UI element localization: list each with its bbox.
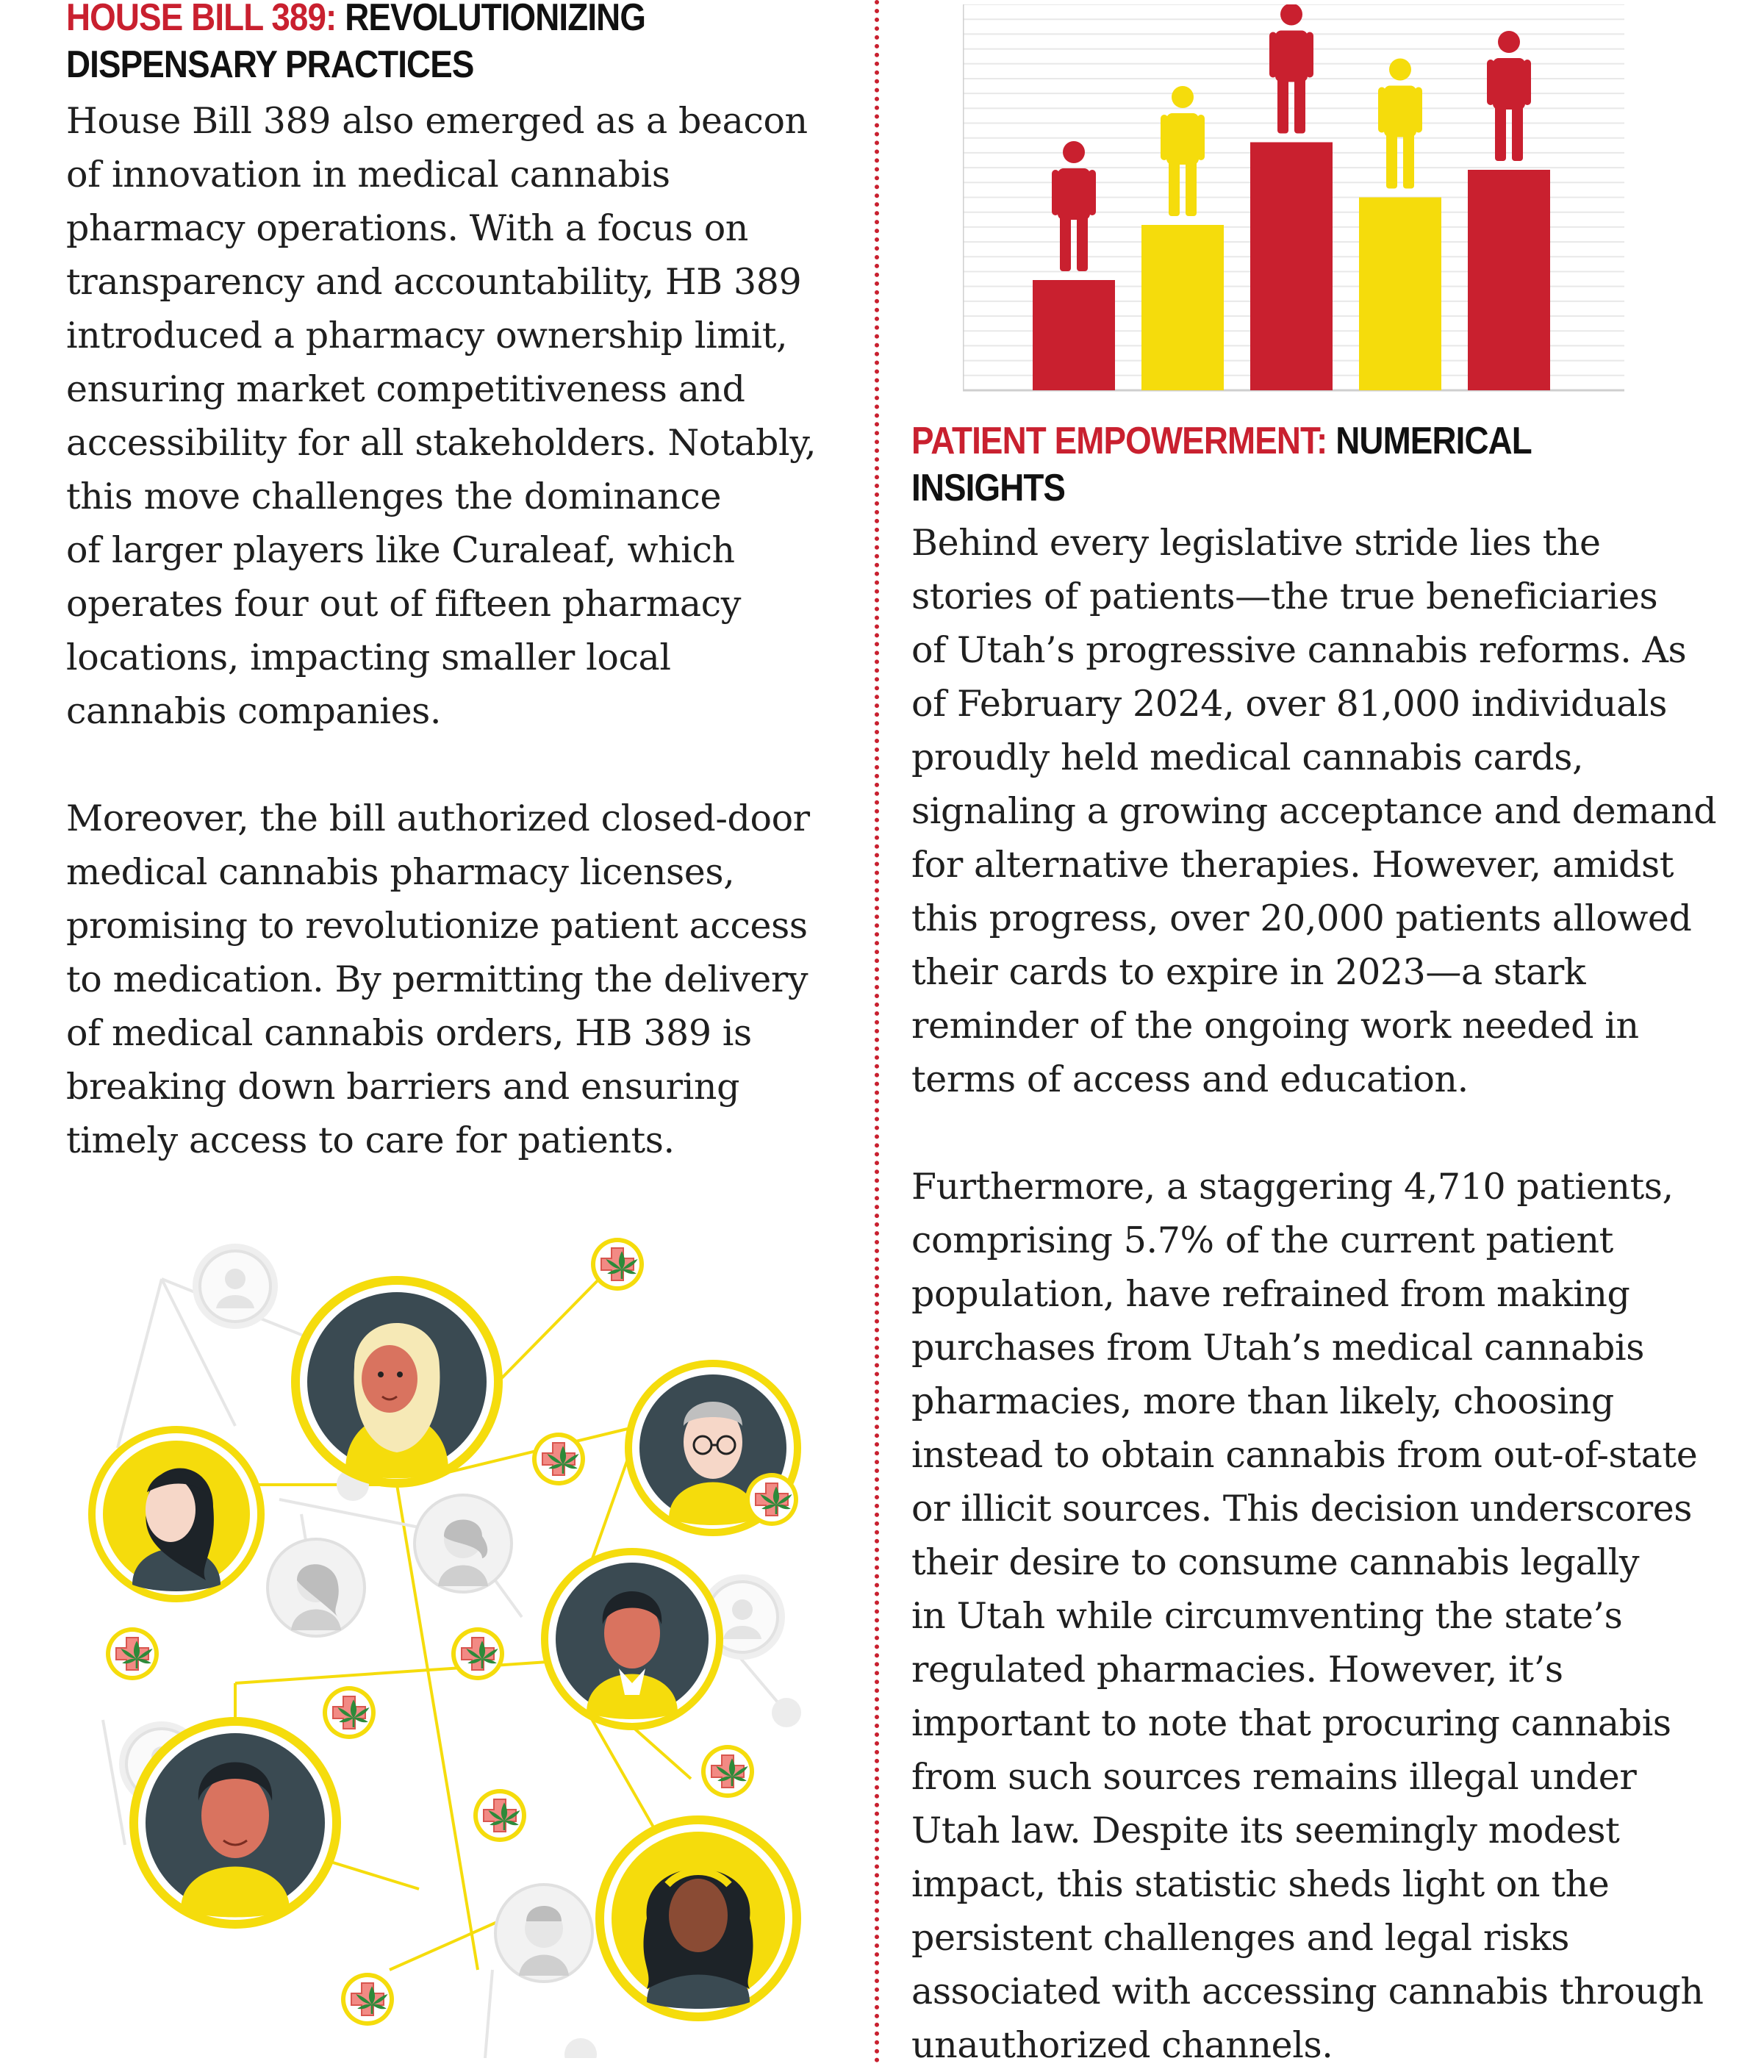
text-line: this move challenges the dominance: [66, 476, 722, 517]
chart-bar-5: [1468, 170, 1550, 390]
right-headline-black-2: INSIGHTS: [911, 467, 1066, 509]
left-headline-black-2: DISPENSARY PRACTICES: [66, 43, 474, 86]
left-headline-red: HOUSE BILL 389:: [66, 0, 337, 39]
text-line: instead to obtain cannabis from out-of-state: [911, 1434, 1698, 1476]
text-line: signaling a growing acceptance and demand: [911, 790, 1717, 832]
chart-bar-2: [1141, 225, 1224, 390]
text-line: timely access to care for patients.: [66, 1119, 675, 1161]
right-article: [911, 417, 1735, 2072]
cannabis-cross-badge: [451, 1627, 504, 1680]
right-headline: [911, 417, 1636, 512]
text-line: pharmacies, more than likely, choosing: [911, 1380, 1614, 1422]
right-paragraph-1: [911, 516, 1735, 1106]
text-line: to medication. By permitting the delivery: [66, 958, 808, 1000]
text-line: for alternative therapies. However, amidst: [911, 844, 1674, 886]
patient-network-illustration: [81, 1205, 816, 2058]
left-paragraph-2: [66, 792, 838, 1167]
right-headline-black-1: NUMERICAL: [1335, 420, 1532, 462]
text-line: of larger players like Curaleaf, which: [66, 529, 735, 571]
person-avatar-gray-woman: [415, 1495, 512, 1592]
text-line: Furthermore, a staggering 4,710 patients,: [911, 1166, 1674, 1208]
person-figure-icon: [1487, 31, 1531, 161]
text-line: proudly held medical cannabis cards,: [911, 736, 1584, 778]
text-line: regulated pharmacies. However, it’s: [911, 1649, 1563, 1691]
person-avatar-hijab-woman: [291, 1276, 503, 1488]
text-line: associated with accessing cannabis through: [911, 1971, 1704, 2012]
person-figure-icon: [1161, 86, 1205, 216]
text-line: medical cannabis pharmacy licenses,: [66, 851, 735, 893]
text-line: Moreover, the bill authorized closed-door: [66, 797, 810, 839]
text-line: cannabis companies.: [66, 690, 442, 732]
text-line: purchases from Utah’s medical cannabis: [911, 1327, 1644, 1369]
text-line: Utah law. Despite its seemingly modest: [911, 1810, 1620, 1851]
patient-bar-chart: [963, 4, 1624, 394]
text-line: from such sources remains illegal under: [911, 1756, 1637, 1798]
left-article: [66, 0, 838, 1167]
text-line: of Utah’s progressive cannabis reforms. As: [911, 629, 1687, 671]
text-line: unauthorized channels.: [911, 2024, 1333, 2066]
text-line: terms of access and education.: [911, 1058, 1469, 1100]
column-divider: [875, 0, 879, 2064]
text-line: Behind every legislative stride lies the: [911, 522, 1601, 564]
right-paragraph-2: [911, 1160, 1735, 2072]
text-line: their cards to expire in 2023—a stark: [911, 951, 1586, 993]
text-line: of medical cannabis orders, HB 389 is: [66, 1012, 752, 1054]
text-line: introduced a pharmacy ownership limit,: [66, 315, 788, 356]
text-line: their desire to consume cannabis legally: [911, 1541, 1640, 1583]
text-line: or illicit sources. This decision underscores: [911, 1488, 1693, 1530]
text-line: promising to revolutionize patient access: [66, 905, 808, 947]
cannabis-cross-badge: [473, 1789, 526, 1842]
text-line: this progress, over 20,000 patients allowed: [911, 897, 1692, 939]
person-avatar-dark-hair-woman: [88, 1426, 265, 1602]
text-line: persistent challenges and legal risks: [911, 1917, 1569, 1959]
left-headline-black-1: REVOLUTIONIZING: [345, 0, 646, 39]
person-avatar-man-collar: [541, 1548, 723, 1730]
text-line: of February 2024, over 81,000 individuals: [911, 683, 1668, 725]
text-line: impact, this statistic sheds light on the: [911, 1863, 1610, 1905]
text-line: ensuring market competitiveness and: [66, 368, 745, 410]
text-line: stories of patients—the true beneficiaries: [911, 576, 1658, 617]
person-figure-icon: [1052, 141, 1096, 271]
ghost-avatar: [193, 1244, 278, 1329]
chart-bar-1: [1033, 280, 1115, 390]
text-line: House Bill 389 also emerged as a beacon: [66, 100, 808, 142]
text-line: breaking down barriers and ensuring: [66, 1066, 740, 1108]
person-avatar-gray: [268, 1539, 365, 1636]
cannabis-cross-badge: [341, 1973, 394, 2026]
text-line: pharmacy operations. With a focus on: [66, 207, 748, 249]
text-line: comprising 5.7% of the current patient: [911, 1219, 1613, 1261]
text-line: important to note that procuring cannabis: [911, 1702, 1671, 1744]
person-figure-icon: [1269, 4, 1313, 134]
cannabis-cross-badge: [591, 1238, 644, 1291]
cannabis-cross-badge: [701, 1745, 754, 1798]
chart-bar-3: [1250, 143, 1333, 391]
person-avatar-gray-man: [495, 1885, 592, 1982]
person-avatar-curly-woman: [595, 1815, 801, 2021]
text-line: of innovation in medical cannabis: [66, 154, 670, 196]
text-line: operates four out of fifteen pharmacy: [66, 583, 741, 625]
text-line: reminder of the ongoing work needed in: [911, 1005, 1639, 1047]
left-paragraph-1: [66, 94, 838, 738]
left-headline: [66, 0, 745, 88]
cannabis-cross-badge: [745, 1473, 798, 1526]
right-headline-red: PATIENT EMPOWERMENT:: [911, 420, 1327, 462]
text-line: accessibility for all stakeholders. Notably,: [66, 422, 817, 464]
network-dot: [564, 2038, 597, 2058]
person-avatar-man: [129, 1717, 341, 1929]
chart-bar-4: [1359, 198, 1441, 391]
cannabis-cross-badge: [106, 1627, 159, 1680]
text-line: in Utah while circumventing the state’s: [911, 1595, 1623, 1637]
cannabis-cross-badge: [323, 1686, 376, 1739]
text-line: transparency and accountability, HB 389: [66, 261, 802, 303]
text-line: locations, impacting smaller local: [66, 637, 671, 678]
text-line: population, have refrained from making: [911, 1273, 1630, 1315]
network-dot: [772, 1698, 801, 1727]
cannabis-cross-badge: [532, 1433, 585, 1485]
